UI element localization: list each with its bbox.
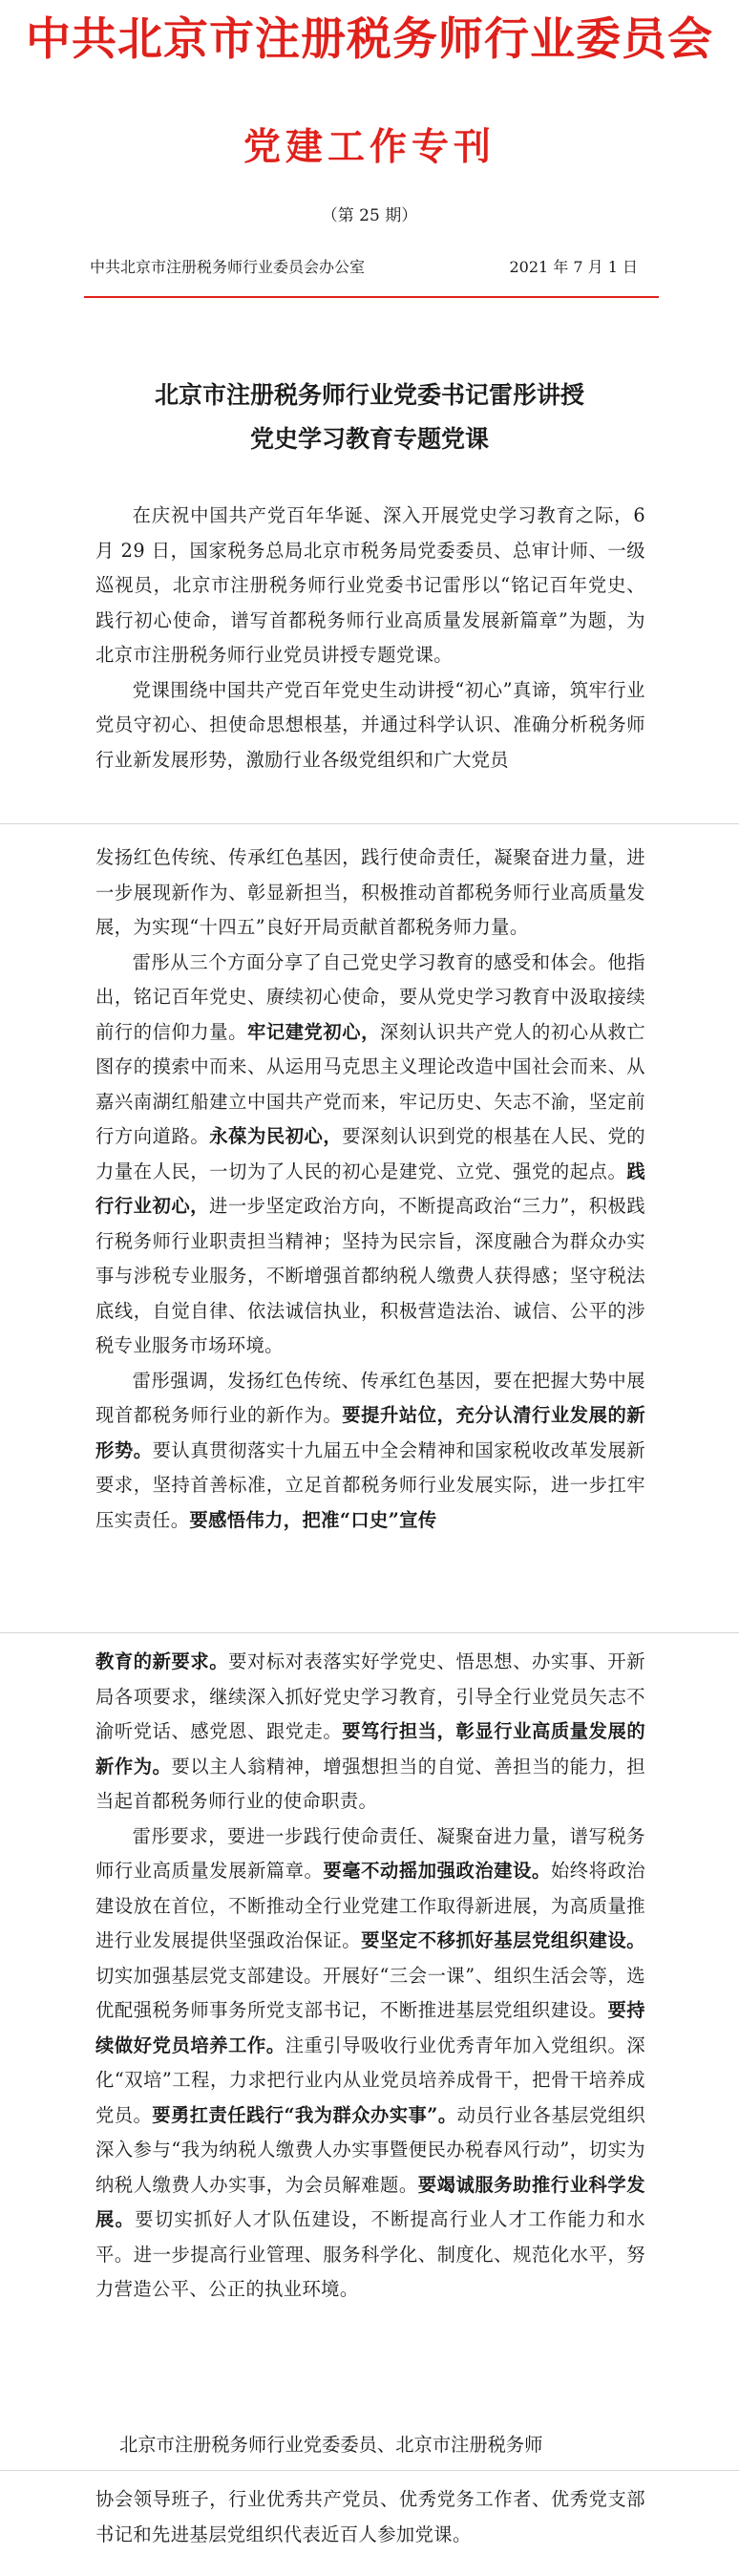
emphasis-feel-power-end: 教育的新要求。 [95,1650,229,1672]
emphasis-act-responsibly: 要笃行担当，彰显行业高质量发展的新作为。 [95,1720,645,1778]
paragraph-attendees-continued: 协会领导班子，行业优秀共产党员、优秀党务工作者、优秀党支部书记和先进基层党组织代表近百人参加党课。 [95,2488,645,2545]
article-section-1 [95,499,645,777]
page-break-1 [0,823,739,824]
emphasis-people-mission: 永葆为民初心， [209,1125,343,1147]
page-break-2 [0,1632,739,1633]
organization-title: 中共北京市注册税务师行业委员会 [26,13,713,66]
paragraph-requirements: 雷彤要求，要进一步践行使命责任、凝聚奋进力量，谱写税务师行业高质量发展新篇章。要毫不动摇加强政治建设。始终将政治建设放在首位，不断推动全行业党建工作取得新进展，为高质量推进行业发展提供坚强政治保证。要坚定不移抓好基层党组织建设。切实加强基层党支部建设。开展好“三会一课”、组织生活会等，选优配强税务师事务所党支部书记，不断推进基层党组织建设。要持续做好党员培养工作。注重引导吸收行业优秀青年加入党组织。深化“双培”工程，力求把行业内从业党员培养成骨干，把骨干培养成党员。要勇扛责任践行“我为群众办实事”。动员行业各基层党组织深入参与“我为纳税人缴费人办实事暨便民办税春风行动”，切实为纳税人缴费人办实事，为会员解难题。要竭诚服务助推行业科学发展。要切实抓好人才队伍建设，不断提高行业人才工作能力和水平。进一步提高行业管理、服务科学化、制度化、规范化水平，努力营造公平、公正的执业环境。 [95,1824,646,2300]
paragraph-three-aspects: 雷彤从三个方面分享了自己党史学习教育的感受和体会。他指出，铭记百年党史、赓续初心使命，要从党史学习教育中汲取接续前行的信仰力量。牢记建党初心，深刻认识共产党人的初心从救亡图存的摸索中而来、从运用马克思主义理论改造中国社会而来、从嘉兴南湖红船建立中国共产党而来，牢记历史、矢志不渝，坚定前行方向道路。永葆为民初心，要深刻认识到党的根基在人民、党的力量在人民，一切为了人民的初心是建党、立党、强党的起点。践行行业初心，进一步坚定政治方向，不断提高政治“三力”，积极践行税务师行业职责担当精神；坚持为民宗旨，深度融合为群众办实事与涉税专业服务，不断增强首都纳税人缴费人获得感；坚守税法底线，自觉自律、依法诚信执业，积极营造法治、诚信、公平的涉税专业服务市场环境。 [95,950,645,1356]
paragraph-attendees-start: 北京市注册税务师行业党委委员、北京市注册税务师 [119,2434,543,2456]
emphasis-feel-power: 要感悟伟力，把准“口史”宣传 [189,1508,437,1531]
issuing-office: 中共北京市注册税务师行业委员会办公室 [90,258,366,276]
page-break-3 [0,2470,739,2471]
emphasis-founding-mission: 牢记建党初心， [246,1020,381,1043]
issue-number: （第 25 期） [321,206,418,225]
paragraph-lecture-start: 党课围绕中国共产党百年党史生动讲授“初心”真谛，筑牢行业党员守初心、担使命思想根基，并通过科学认识、准确分析税务师行业新发展形势，激励行业各级党组织和广大党员 [95,678,645,771]
header-divider [84,296,659,298]
article-section-4 [95,2482,645,2552]
article-section-3 [95,1645,645,2308]
issue-date: 2021 年 7 月 1 日 [509,258,638,276]
emphasis-serve-masses: 要勇扛责任践行“我为群众办实事”。 [152,2103,457,2126]
emphasis-industry-mission: 践行行业初心， [95,1160,645,1217]
article-title-line2: 党史学习教育专题党课 [249,425,489,453]
article-section-2 [95,841,645,1538]
publication-title: 党建工作专刊 [243,125,496,169]
paragraph-intro: 在庆祝中国共产党百年华诞、深入开展党史学习教育之际，6 月 29 日，国家税务总局北京市税务局党委委员、总审计师、一级巡视员，北京市注册税务师行业党委书记雷彤以“铭记百年党史、践行初心使命，谱写首都税务师行业高质量发展新篇章”为题，为北京市注册税务师行业党员讲授专题党课。 [95,504,645,666]
article-title-line1: 北京市注册税务师行业党委书记雷彤讲授 [154,381,584,409]
emphasis-political-building: 要毫不动摇加强政治建设。 [323,1860,551,1882]
emphasis-member-training: 要持续做好党员培养工作。 [95,1999,645,2056]
paragraph-lecture-continued: 发扬红色传统、传承红色基因，践行使命责任，凝聚奋进力量，进一步展现新作为、彰显新担当，积极推动首都税务师行业高质量发展，为实现“十四五”良好开局贡献首都税务师力量。 [95,846,645,938]
emphasis-raise-stance: 要提升站位，充分认清行业发展的新形势。 [95,1404,645,1461]
paragraph-emphasis: 雷彤强调，发扬红色传统、传承红色基因，要在把握大势中展现首都税务师行业的新作为。要提升站位，充分认清行业发展的新形势。要认真贯彻落实十九届五中全会精神和国家税收改革发展新要求，坚持首善标准，立足首都税务师行业发展实际，进一步扛牢压实责任。要感悟伟力，把准“口史”宣传 [95,1369,645,1531]
paragraph-emphasis-continued: 教育的新要求。要对标对表落实好学党史、悟思想、办实事、开新局各项要求，继续深入抓好党史学习教育，引导全行业党员矢志不渝听党话、感党恩、跟党走。要笃行担当，彰显行业高质量发展的新作为。要以主人翁精神，增强想担当的自觉、善担当的能力，担当起首都税务师行业的使命职责。 [95,1650,645,1812]
emphasis-grassroots-building: 要坚定不移抓好基层党组织建设。 [361,1929,645,1951]
emphasis-serve-development: 要竭诚服务助推行业科学发展。 [95,2173,645,2230]
